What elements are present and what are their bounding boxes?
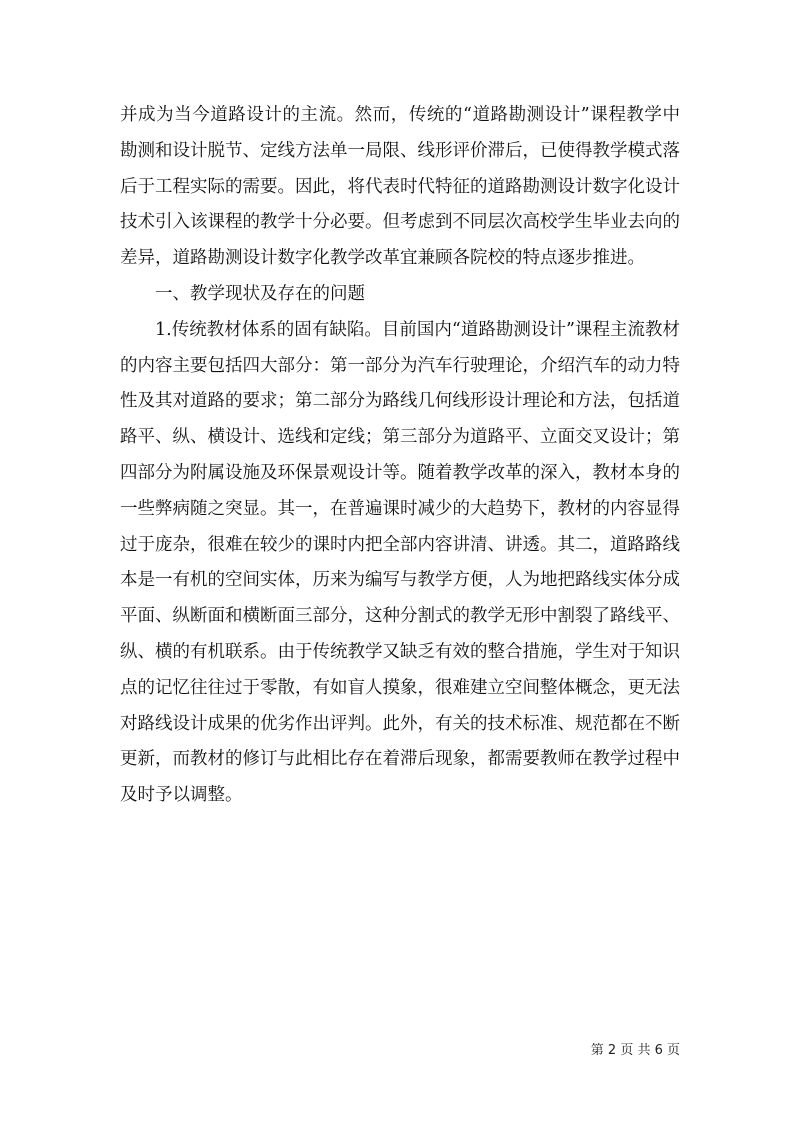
document-body bbox=[120, 98, 680, 814]
section-heading: 一、教学现状及存在的问题 bbox=[155, 283, 365, 304]
page-number: 第 2 页 共 6 页 bbox=[590, 1043, 680, 1058]
body-paragraph: 1.传统教材体系的固有缺陷。目前国内“道路勘测设计”课程主流教材的内容主要包括四大部分：第一部分为汽车行驶理论，介绍汽车的动力特性及其对道路的要求；第二部分为路线几何线形设计理论和方法，包括道路平、纵、横设计、选线和定线；第三部分为道路平、立面交叉设计；第四部分为附属设施及环保景观设计等。随着教学改革的深入，教材本身的一些弊病随之突显。其一，在普遍课时减少的大趋势下，教材的内容显得过于庞杂，很难在较少的课时内把全部内容讲清、讲透。其二，道路路线本是一有机的空间实体，历来为编写与教学方便，人为地把路线实体分成平面、纵断面和横断面三部分，这种分割式的教学无形中割裂了路线平、纵、横的有机联系。由于传统教学又缺乏有效的整合措施，学生对于知识点的记忆往往过于零散，有如盲人摸象，很难建立空间整体概念，更无法对路线设计成果的优劣作出评判。此外，有关的技术标准、规范都在不断更新，而教材的修订与此相比存在着滞后现象，都需要教师在教学过程中及时予以调整。 bbox=[120, 319, 680, 806]
body-paragraph: 并成为当今道路设计的主流。然而，传统的“道路勘测设计”课程教学中勘测和设计脱节、定线方法单一局限、线形评价滞后，已使得教学模式落后于工程实际的需要。因此，将代表时代特征的道路勘测设计数字化设计技术引入该课程的教学十分必要。但考虑到不同层次高校学生毕业去向的差异，道路勘测设计数字化教学改革宜兼顾各院校的特点逐步推进。 bbox=[120, 105, 680, 269]
